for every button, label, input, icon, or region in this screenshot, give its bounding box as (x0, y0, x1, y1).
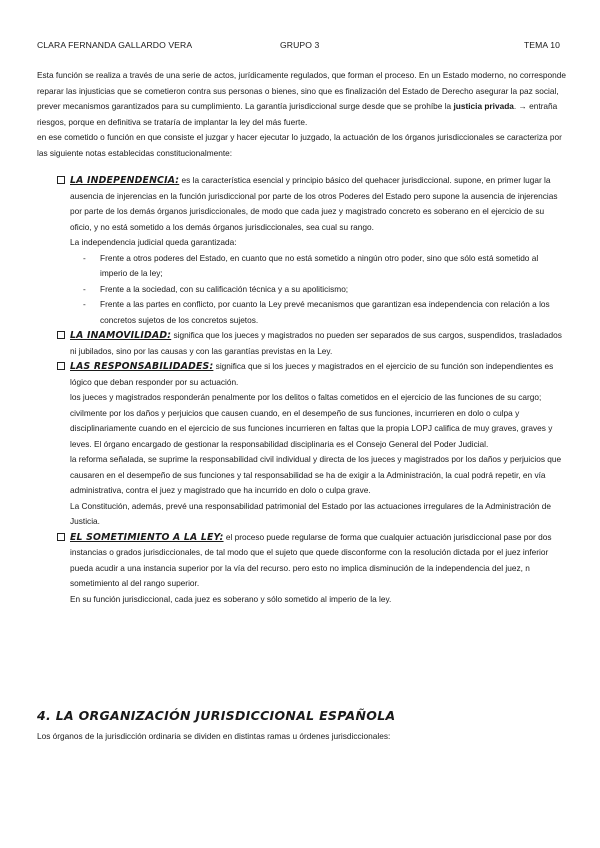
document-body (37, 68, 567, 607)
sometimiento-text: el proceso puede regularse de forma que cualquier actuación jurisdiccional pase por dos instancias o grados jurisdiccionales, de tal modo que el sujeto que quede disconforme con la resolución dictada por el juez inferior pueda acudir a una instancia superior por la vía del recurso. pero esto no implica disminución de la independencia del juez, n sometimiento al del rango superior. (70, 531, 552, 588)
item-independencia (37, 173, 567, 328)
checkbox-icon[interactable] (57, 362, 65, 370)
independencia-text: es la característica esencial y principio básico del quehacer jurisdiccional. supone, en primer lugar la ausencia de injerencias en la función jurisdiccional por parte de los otros Poderes del Estado pero supone la ausencia de injerencias por parte de los demás órganos jurisdiccionales, de modo que cada juez y magistrado concreto es soberano en el ejercicio de su oficio, y no está sometido a los demás órganos jurisdiccionales, sea cual su rango. (70, 175, 558, 232)
independencia-list (70, 251, 567, 329)
responsabilidades-title: LAS RESPONSABILIDADES: (70, 361, 214, 372)
page-header (37, 40, 560, 52)
intro-text-a: Esta función se realiza a través de una serie de actos, jurídicamente regulados, que forman el proceso. En un Estado moderno, no corresponde reparar las injusticias que se cometieron contra sus personas o bienes, sino que es finalización del Estado de Derecho asegurar la paz social, prever mecanismos garantizados para su cumplimiento. La garantía jurisdiccional surge desde que se prohíbe la (37, 70, 567, 111)
intro-text-b: . → entraña riesgos, porque en definitiva se trataría de implantar la ley del más fuerte. (37, 101, 558, 127)
responsabilidades-paragraph (70, 359, 567, 390)
list-item-text: Frente a la sociedad, con su calificación técnica y a su apoliticismo; (100, 283, 349, 294)
sometimiento-title: EL SOMETIMIENTO A LA LEY: (70, 531, 224, 543)
independencia-guarantee-intro: La independencia judicial queda garantizada: (70, 237, 237, 247)
header-author: CLARA FERNANDA GALLARDO VERA (37, 40, 193, 50)
list-item-text: Frente a otros poderes del Estado, en cuanto que no está sometido a ningún otro poder, sino que sólo está sometido al imperio de la ley; (100, 252, 539, 278)
list-item (70, 282, 567, 298)
checkbox-icon[interactable] (57, 176, 65, 184)
item-responsabilidades (37, 359, 567, 530)
intro-bold-term: justicia privada (453, 101, 514, 111)
dash-icon: - (83, 299, 86, 309)
checkbox-icon[interactable] (57, 533, 65, 541)
responsabilidades-paragraph-4: La Constitución, además, prevé una responsabilidad patrimonial del Estado por las actuaciones irregulares de la Administración de Justicia. (70, 500, 552, 526)
independencia-paragraph (70, 173, 567, 235)
inamovilidad-title: LA INAMOVILIDAD: (70, 330, 172, 341)
responsabilidades-text: significa que si los jueces y magistrados en el ejercicio de su función son independientes es lógico que deban responder por su actuación. (70, 361, 554, 387)
inamovilidad-paragraph (70, 328, 567, 359)
header-group: GRUPO 3 (280, 40, 320, 50)
sometimiento-paragraph (70, 530, 567, 592)
responsabilidades-paragraph-2: los jueces y magistrados responderán penalmente por los delitos o faltas cometidos en el ejercicio de las funciones de su cargo; civilmente por los daños y perjuicios que causen cuando, en el desempeño de sus funciones, incurrieren en dolo o culpa y disciplinariamente cuando en el ejercicio de sus funciones incurrieren en faltas que la propia LOPJ califica de muy graves, graves y leves. El órgano encargado de gestionar la responsabilidad disciplinaria es el Consejo General del Poder Judicial. (70, 392, 553, 449)
section-intro-text: Los órganos de la jurisdicción ordinaria se dividen en distintas ramas u órdenes jurisdiccionales: (37, 731, 391, 741)
list-item (70, 251, 567, 282)
responsabilidades-paragraph-3: la reforma señalada, se suprime la responsabilidad civil individual y directa de los jueces y magistrados por los daños y perjuicios que causaren en el desempeño de sus funciones y tal responsabilidad se ha de exigir a la Administración, la cual podrá repetir, en vía administrativa, contra el juez y magistrado que ha incurrido en dolo o culpa grave. (70, 454, 562, 495)
item-sometimiento (37, 530, 567, 608)
dash-icon: - (83, 252, 86, 263)
intro-paragraph-2: en ese cometido o función en que consiste el juzgar y hacer ejecutar lo juzgado, la actuación de los órganos jurisdiccionales se caracteriza por las siguiente notas establecidas constitucionalmente: (37, 132, 562, 158)
list-item-text: Frente a las partes en conflicto, por cuanto la Ley prevé mecanismos que garantizan esa independencia con relación a los concretos sujetos de los concretos sujetos. (100, 299, 550, 325)
header-topic: TEMA 10 (523, 40, 560, 50)
dash-icon: - (83, 283, 86, 294)
inamovilidad-text: significa que los jueces y magistrados no pueden ser separados de sus cargos, suspendidos, trasladados ni jubilados, sino por las causas y con las garantías previstas en la Ley. (70, 330, 562, 356)
independencia-title: LA INDEPENDENCIA: (70, 175, 180, 186)
intro-section (37, 68, 567, 161)
intro-paragraph-1 (37, 68, 567, 130)
item-inamovilidad (37, 328, 567, 359)
section-heading: 4. LA ORGANIZACIÓN JURISDICCIONAL ESPAÑOLA (37, 708, 396, 723)
checkbox-icon[interactable] (57, 331, 65, 339)
list-item (70, 297, 567, 328)
sometimiento-paragraph-2: En su función jurisdiccional, cada juez es soberano y sólo sometido al imperio de la ley. (70, 593, 392, 604)
